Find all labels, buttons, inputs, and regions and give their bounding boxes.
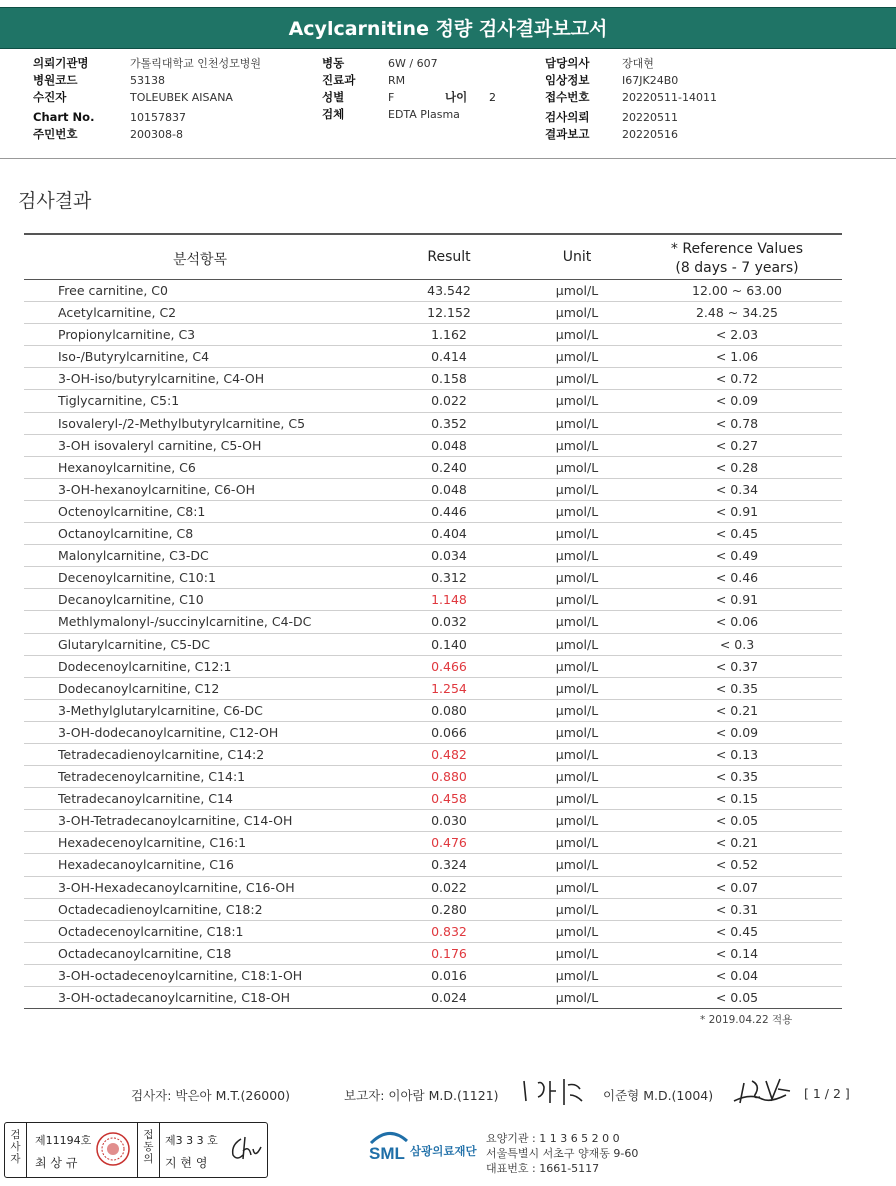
lab-code: 요양기관 : 1 1 3 6 5 2 0 0 bbox=[486, 1132, 620, 1145]
table-row bbox=[24, 634, 842, 656]
info-value: 20220511 bbox=[622, 111, 678, 124]
result-value: 0.140 bbox=[431, 636, 467, 652]
reviewer-signature-icon bbox=[730, 1073, 796, 1109]
info-label: Chart No. bbox=[33, 110, 95, 124]
info-value: EDTA Plasma bbox=[388, 108, 460, 121]
unit-value: μmol/L bbox=[555, 724, 599, 740]
reference-value: < 0.04 bbox=[715, 967, 759, 983]
analyte-name: Octanoylcarnitine, C8 bbox=[58, 526, 194, 542]
reference-value: < 0.31 bbox=[715, 901, 759, 917]
unit-value: μmol/L bbox=[555, 393, 599, 409]
reference-value: 12.00 ~ 63.00 bbox=[692, 283, 782, 298]
analyte-name: Acetylcarnitine, C2 bbox=[58, 305, 177, 321]
reference-value: < 0.07 bbox=[715, 879, 759, 895]
info-row-reception-no bbox=[545, 89, 865, 106]
result-value: 0.024 bbox=[431, 990, 467, 1005]
info-row-resident-no bbox=[33, 126, 323, 143]
analyte-name: Dodecanoylcarnitine, C12 bbox=[58, 680, 220, 696]
analyte-name: 3-OH-hexanoylcarnitine, C6-OH bbox=[58, 481, 256, 497]
result-value: 0.080 bbox=[431, 702, 467, 718]
table-row bbox=[24, 921, 842, 943]
table-row bbox=[24, 877, 842, 899]
info-row-department bbox=[322, 72, 542, 89]
reference-value: < 0.91 bbox=[715, 503, 759, 519]
analyte-name: Malonylcarnitine, C3-DC bbox=[58, 548, 209, 564]
analyte-name: 3-Methylglutarylcarnitine, C6-DC bbox=[58, 702, 263, 718]
info-label: 주민번호 bbox=[33, 127, 78, 141]
svg-text:SML: SML bbox=[369, 1144, 405, 1163]
sml-logo-icon bbox=[367, 1127, 411, 1167]
result-value: 0.404 bbox=[431, 526, 467, 542]
table-row bbox=[24, 523, 842, 545]
info-value: 53138 bbox=[130, 74, 165, 87]
unit-value: μmol/L bbox=[555, 305, 599, 321]
unit-value: μmol/L bbox=[555, 459, 599, 475]
analyte-name: Hexanoylcarnitine, C6 bbox=[58, 459, 196, 475]
analyte-name: Tetradecadienoylcarnitine, C14:2 bbox=[58, 746, 265, 762]
analyte-name: Glutarylcarnitine, C5-DC bbox=[58, 636, 210, 652]
unit-value: μmol/L bbox=[555, 437, 599, 453]
table-row bbox=[24, 656, 842, 678]
info-row-doctor bbox=[545, 55, 865, 72]
info-value: 200308-8 bbox=[130, 128, 183, 141]
reporter-signer: 보고자: 이아람 M.D.(1121) bbox=[344, 1088, 499, 1103]
result-value: 0.048 bbox=[431, 437, 467, 453]
reference-value: < 0.52 bbox=[715, 857, 759, 873]
result-value: 0.832 bbox=[431, 923, 467, 939]
result-value: 1.254 bbox=[431, 680, 467, 696]
info-row-sex-age bbox=[322, 89, 542, 106]
info-value: 10157837 bbox=[130, 111, 186, 124]
header-unit: Unit bbox=[562, 249, 592, 265]
header-reference bbox=[642, 240, 832, 278]
info-row-ward bbox=[322, 55, 542, 72]
analyte-name: 3-OH-Hexadecanoylcarnitine, C16-OH bbox=[58, 879, 295, 895]
info-value: I67JK24B0 bbox=[622, 74, 679, 87]
info-label: 담당의사 bbox=[545, 56, 590, 70]
result-value: 0.066 bbox=[431, 724, 467, 740]
analyte-name: Decanoylcarnitine, C10 bbox=[58, 592, 204, 608]
license-name-1: 최 상 규 bbox=[35, 1156, 78, 1170]
reporter-signature-icon bbox=[520, 1075, 590, 1109]
table-row bbox=[24, 413, 842, 435]
license-signature-icon bbox=[227, 1133, 263, 1165]
analyte-name: Octenoylcarnitine, C8:1 bbox=[58, 503, 206, 519]
table-row bbox=[24, 346, 842, 368]
unit-value: μmol/L bbox=[555, 636, 599, 652]
analyte-name: 3-OH-Tetradecanoylcarnitine, C14-OH bbox=[58, 813, 293, 829]
analyte-name: Tetradecenoylcarnitine, C14:1 bbox=[58, 769, 246, 785]
results-table-body bbox=[24, 280, 842, 1009]
seal-icon bbox=[95, 1131, 131, 1167]
unit-value: μmol/L bbox=[555, 327, 599, 343]
unit-value: μmol/L bbox=[555, 967, 599, 983]
reference-value: < 0.34 bbox=[715, 481, 759, 497]
result-value: 0.880 bbox=[431, 769, 467, 785]
table-row bbox=[24, 457, 842, 479]
unit-value: μmol/L bbox=[555, 349, 599, 365]
analyte-name: 3-OH-iso/butyrylcarnitine, C4-OH bbox=[58, 371, 265, 387]
reference-value: < 2.03 bbox=[715, 327, 759, 343]
result-value: 0.458 bbox=[431, 791, 467, 807]
table-row bbox=[24, 479, 842, 501]
table-row bbox=[24, 390, 842, 412]
reference-value: < 1.06 bbox=[715, 349, 759, 365]
analyte-name: 3-OH isovaleryl carnitine, C5-OH bbox=[58, 437, 262, 453]
result-value: 0.414 bbox=[431, 349, 467, 365]
result-value: 0.312 bbox=[431, 570, 467, 586]
info-row-report-date bbox=[545, 126, 865, 143]
table-row bbox=[24, 567, 842, 589]
info-row-chart-no bbox=[33, 109, 323, 126]
analyte-name: Iso-/Butyrylcarnitine, C4 bbox=[58, 349, 210, 365]
table-bottom-rule bbox=[24, 1008, 842, 1009]
info-row-patient bbox=[33, 89, 323, 106]
info-value: RM bbox=[388, 74, 406, 87]
table-row bbox=[24, 899, 842, 921]
reference-value: < 0.27 bbox=[715, 437, 759, 453]
reference-value: < 0.46 bbox=[715, 570, 759, 586]
reference-value: < 0.45 bbox=[715, 526, 759, 542]
unit-value: μmol/L bbox=[555, 503, 599, 519]
page-number: [ 1 / 2 ] bbox=[804, 1086, 850, 1101]
table-row bbox=[24, 987, 842, 1009]
analyte-name: Methlymalonyl-/succinylcarnitine, C4-DC bbox=[58, 614, 312, 630]
info-value: TOLEUBEK AISANA bbox=[130, 91, 233, 104]
table-row bbox=[24, 943, 842, 965]
result-value: 0.034 bbox=[431, 548, 467, 564]
reference-value: < 0.49 bbox=[715, 548, 759, 564]
info-value: 6W / 607 bbox=[388, 57, 438, 70]
reference-value: < 0.35 bbox=[715, 769, 759, 785]
result-value: 0.482 bbox=[431, 746, 467, 762]
result-value: 43.542 bbox=[427, 283, 471, 298]
patient-info-col1 bbox=[33, 55, 323, 143]
unit-value: μmol/L bbox=[555, 658, 599, 674]
info-label: 임상정보 bbox=[545, 73, 590, 87]
analyte-name: Octadecanoylcarnitine, C18 bbox=[58, 945, 232, 961]
reference-value: < 0.91 bbox=[715, 592, 759, 608]
unit-value: μmol/L bbox=[555, 791, 599, 807]
unit-value: μmol/L bbox=[555, 813, 599, 829]
analyte-name: Isovaleryl-/2-Methylbutyrylcarnitine, C5 bbox=[58, 415, 306, 431]
info-row-clinical-info bbox=[545, 72, 865, 89]
analyte-name: Tetradecanoylcarnitine, C14 bbox=[58, 791, 233, 807]
info-value: 2 bbox=[489, 91, 496, 104]
reference-value: < 0.78 bbox=[715, 415, 759, 431]
analyte-name: Free carnitine, C0 bbox=[58, 283, 168, 298]
analyte-name: Propionylcarnitine, C3 bbox=[58, 327, 196, 343]
info-row-specimen bbox=[322, 106, 542, 123]
unit-value: μmol/L bbox=[555, 901, 599, 917]
info-value: 장대현 bbox=[622, 57, 654, 70]
result-value: 0.176 bbox=[431, 945, 467, 961]
unit-value: μmol/L bbox=[555, 526, 599, 542]
info-label: 나이 bbox=[445, 90, 468, 104]
patient-info-col3 bbox=[545, 55, 865, 143]
section-title: 검사결과 bbox=[18, 190, 92, 212]
table-row bbox=[24, 302, 842, 324]
result-value: 0.466 bbox=[431, 658, 467, 674]
info-label: 검사의뢰 bbox=[545, 110, 590, 124]
table-row bbox=[24, 788, 842, 810]
reference-value: < 0.05 bbox=[715, 813, 759, 829]
table-row bbox=[24, 280, 842, 302]
report-title: Acylcarnitine 정량 검사결과보고서 bbox=[0, 7, 896, 49]
unit-value: μmol/L bbox=[555, 570, 599, 586]
table-row bbox=[24, 744, 842, 766]
table-row bbox=[24, 611, 842, 633]
info-label: 성별 bbox=[322, 90, 345, 104]
license-number-1: 제11194호 bbox=[35, 1134, 92, 1147]
reference-value: < 0.15 bbox=[715, 791, 759, 807]
info-value: 가톨릭대학교 인천성모병원 bbox=[130, 57, 262, 70]
table-row bbox=[24, 324, 842, 346]
lab-address: 서울특별시 서초구 양재동 9-60 bbox=[486, 1147, 639, 1160]
table-row bbox=[24, 810, 842, 832]
analyte-name: 3-OH-dodecanoylcarnitine, C12-OH bbox=[58, 724, 279, 740]
table-row bbox=[24, 435, 842, 457]
reference-value: 2.48 ~ 34.25 bbox=[695, 305, 779, 321]
unit-value: μmol/L bbox=[555, 415, 599, 431]
table-row bbox=[24, 589, 842, 611]
reference-value: < 0.35 bbox=[715, 680, 759, 696]
analyte-name: Hexadecenoylcarnitine, C16:1 bbox=[58, 835, 247, 851]
table-row bbox=[24, 854, 842, 876]
result-value: 0.022 bbox=[431, 393, 467, 409]
lab-name: 삼광의료재단 bbox=[410, 1144, 477, 1158]
unit-value: μmol/L bbox=[555, 702, 599, 718]
reference-value: < 0.37 bbox=[715, 658, 759, 674]
info-row-hospital-code bbox=[33, 72, 323, 89]
reference-value: < 0.21 bbox=[715, 702, 759, 718]
result-value: 0.324 bbox=[431, 857, 467, 873]
result-value: 0.016 bbox=[431, 967, 467, 983]
result-value: 1.162 bbox=[431, 327, 467, 343]
license-label-2: 접 동 의 bbox=[143, 1129, 154, 1165]
header-reference-line2: (8 days - 7 years) bbox=[675, 260, 799, 276]
reference-value: < 0.13 bbox=[715, 746, 759, 762]
result-value: 12.152 bbox=[427, 305, 471, 321]
reference-value: < 0.09 bbox=[715, 724, 759, 740]
analyte-name: Octadecenoylcarnitine, C18:1 bbox=[58, 923, 244, 939]
unit-value: μmol/L bbox=[555, 879, 599, 895]
unit-value: μmol/L bbox=[555, 371, 599, 387]
unit-value: μmol/L bbox=[555, 923, 599, 939]
reference-value: < 0.72 bbox=[715, 371, 759, 387]
reference-value: < 0.05 bbox=[715, 990, 759, 1005]
patient-info-col2 bbox=[322, 55, 542, 123]
analyte-name: 3-OH-octadecenoylcarnitine, C18:1-OH bbox=[58, 967, 303, 983]
unit-value: μmol/L bbox=[555, 769, 599, 785]
unit-value: μmol/L bbox=[555, 746, 599, 762]
header-result: Result bbox=[427, 249, 471, 265]
reference-value: < 0.21 bbox=[715, 835, 759, 851]
reference-value: < 0.06 bbox=[715, 614, 759, 630]
license-label-cell-2 bbox=[138, 1123, 160, 1177]
tester-signer: 검사자: 박은아 M.T.(26000) bbox=[131, 1088, 291, 1103]
table-row bbox=[24, 832, 842, 854]
unit-value: μmol/L bbox=[555, 857, 599, 873]
info-label: 결과보고 bbox=[545, 127, 590, 141]
info-label: 의뢰기관명 bbox=[33, 56, 89, 70]
table-row bbox=[24, 368, 842, 390]
unit-value: μmol/L bbox=[555, 548, 599, 564]
info-row-request-date bbox=[545, 109, 865, 126]
table-row bbox=[24, 501, 842, 523]
analyte-name: Octadecadienoylcarnitine, C18:2 bbox=[58, 901, 263, 917]
table-row bbox=[24, 678, 842, 700]
info-value: 20220511-14011 bbox=[622, 91, 717, 104]
info-value: F bbox=[388, 91, 395, 104]
unit-value: μmol/L bbox=[555, 481, 599, 497]
result-value: 0.280 bbox=[431, 901, 467, 917]
result-value: 0.158 bbox=[431, 371, 467, 387]
result-value: 0.022 bbox=[431, 879, 467, 895]
unit-value: μmol/L bbox=[555, 945, 599, 961]
info-label: 병동 bbox=[322, 56, 345, 70]
reference-value: < 0.09 bbox=[715, 393, 759, 409]
unit-value: μmol/L bbox=[555, 283, 599, 298]
unit-value: μmol/L bbox=[555, 680, 599, 696]
license-number-2: 제3 3 3 호 bbox=[165, 1134, 218, 1147]
info-label: 수진자 bbox=[33, 90, 67, 104]
result-value: 0.352 bbox=[431, 415, 467, 431]
table-row bbox=[24, 545, 842, 567]
analyte-name: Hexadecanoylcarnitine, C16 bbox=[58, 857, 234, 873]
lab-phone: 대표번호 : 1661-5117 bbox=[486, 1162, 600, 1175]
reference-value: < 0.3 bbox=[719, 636, 755, 652]
analyte-name: Tiglycarnitine, C5:1 bbox=[58, 393, 180, 409]
info-value: 20220516 bbox=[622, 128, 678, 141]
unit-value: μmol/L bbox=[555, 592, 599, 608]
table-row bbox=[24, 766, 842, 788]
info-label: 진료과 bbox=[322, 73, 356, 87]
signers-line bbox=[0, 1083, 896, 1109]
reviewer-signer: 이준형 M.D.(1004) bbox=[603, 1088, 714, 1103]
license-name-2: 지 현 영 bbox=[165, 1156, 208, 1170]
license-label-1: 검 사 자 bbox=[10, 1129, 21, 1165]
result-value: 0.240 bbox=[431, 459, 467, 475]
info-divider bbox=[0, 158, 896, 159]
header-item: 분석항목 bbox=[172, 252, 228, 268]
table-row bbox=[24, 722, 842, 744]
reference-value: < 0.45 bbox=[715, 923, 759, 939]
result-value: 0.048 bbox=[431, 481, 467, 497]
footnote: * 2019.04.22 적용 bbox=[700, 1014, 793, 1026]
table-top-rule bbox=[24, 233, 842, 235]
info-row-institution bbox=[33, 55, 323, 72]
result-value: 0.032 bbox=[431, 614, 467, 630]
result-value: 0.030 bbox=[431, 813, 467, 829]
reference-value: < 0.14 bbox=[715, 945, 759, 961]
analyte-name: Dodecenoylcarnitine, C12:1 bbox=[58, 658, 232, 674]
header-reference-line1: * Reference Values bbox=[670, 241, 804, 257]
unit-value: μmol/L bbox=[555, 835, 599, 851]
info-label: 검체 bbox=[322, 107, 345, 121]
license-box bbox=[4, 1122, 268, 1178]
analyte-name: Decenoylcarnitine, C10:1 bbox=[58, 570, 216, 586]
analyte-name: 3-OH-octadecanoylcarnitine, C18-OH bbox=[58, 990, 290, 1005]
result-value: 0.446 bbox=[431, 503, 467, 519]
table-row bbox=[24, 700, 842, 722]
result-value: 0.476 bbox=[431, 835, 467, 851]
result-value: 1.148 bbox=[431, 592, 467, 608]
unit-value: μmol/L bbox=[555, 614, 599, 630]
reference-value: < 0.28 bbox=[715, 459, 759, 475]
info-label: 병원코드 bbox=[33, 73, 78, 87]
license-label-cell-1 bbox=[5, 1123, 27, 1177]
unit-value: μmol/L bbox=[555, 990, 599, 1005]
table-row bbox=[24, 965, 842, 987]
info-label: 접수번호 bbox=[545, 90, 590, 104]
